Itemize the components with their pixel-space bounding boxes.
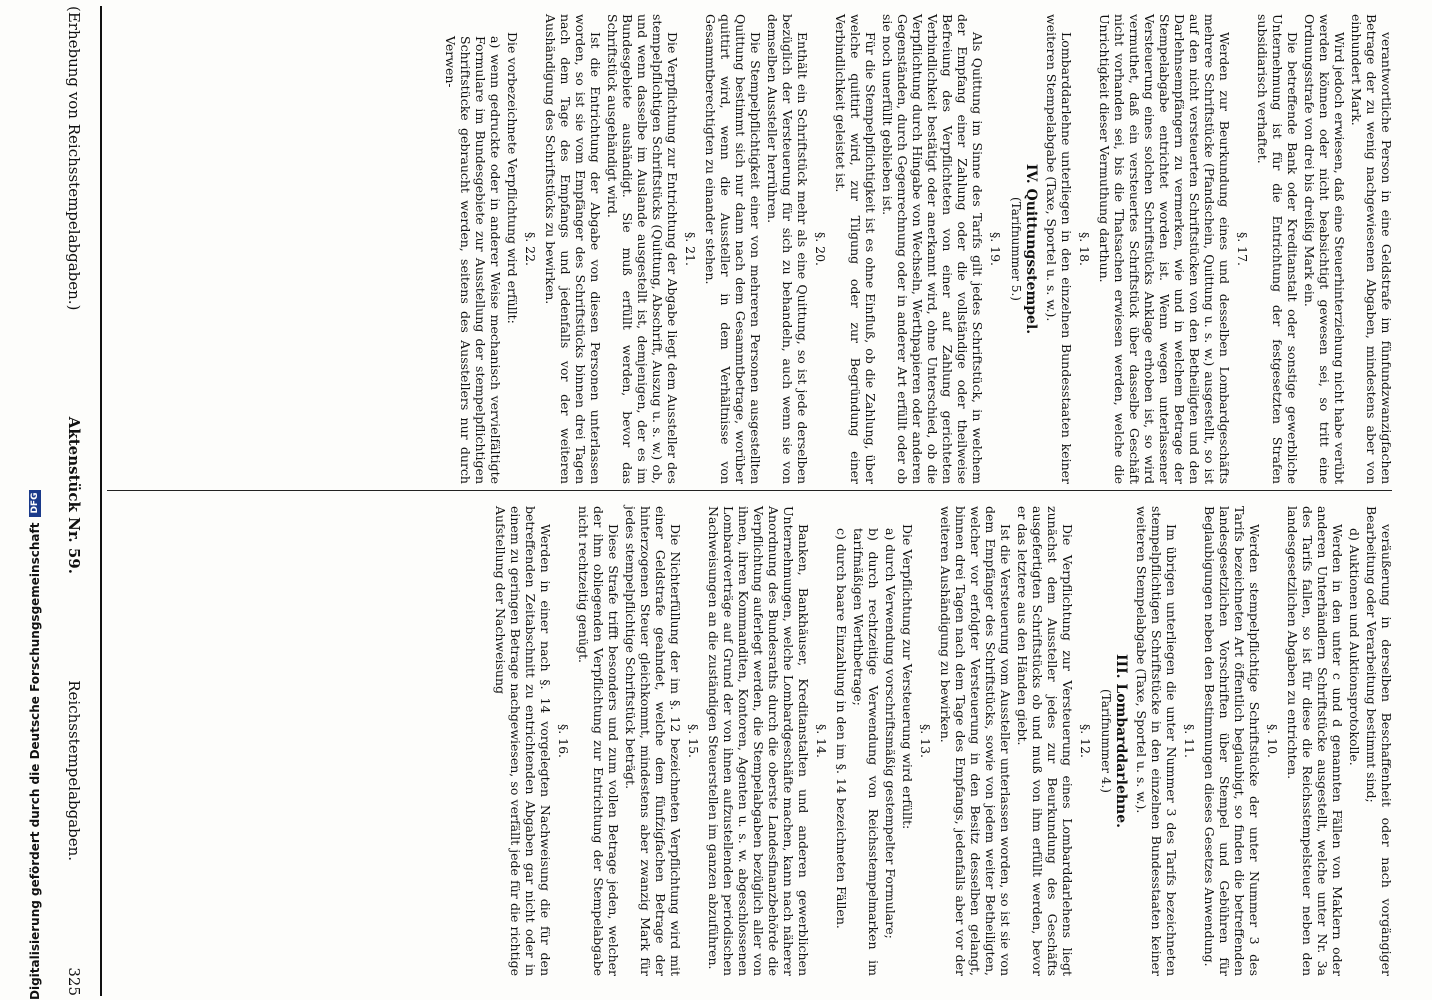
paragraph: Werden in den unter c und d genannten Fällen von Maklern oder anderen Unterhändlern Schriftstücke ausgestellt, welche unter Nr. 3a des Tarifs fallen, so ist für diese die Reichsstempelsteuer neben den landesgesetzlichen Abgaben zu entrichten.: [1285, 506, 1345, 976]
paragraph: Werden zur Beurkundung eines und desselben Lombardgeschäfts mehrere Schriftstücke (Pfandschein, Quittung u. s. w.) ausgestellt, so ist auf den nicht versteuerten Schriftstücken von den Betheiligten und den Darlehnsempfängern zu vermerken, wie und in welchem Betrage der Stempelabgabe entrichtet worden ist. Wenn wegen unterlassener Versteuerung eines solchen Schriftstücks Anklage erhoben ist, so wird vermuthet, daß ein versteuertes Schriftstück über dasselbe Geschäft nicht vorhanden sei, bis die Thatsachen erwiesen werden, welche die Unrichtigkeit dieser Vermuthung darthun.: [1097, 14, 1232, 484]
paragraph: Als Quittung im Sinne des Tarifs gilt jedes Schriftstück, in welchem der Empfang einer Zahlung oder die vollständige oder theilweise Befreiung des Verpflichteten von einer auf Zahlung gerichteten Verbindlichkeit bestätigt oder anerkannt wird, ohne Unterschied, ob die Verpflichtung durch Hingabe von Wechseln, Werthpapieren oder anderen Gegenständen, durch Gegenrechnung oder in anderer Art erfüllt oder ob sie noch unerfüllt geblieben ist.: [880, 14, 985, 484]
paragraph: Die Nichterfüllung der im §. 12 bezeichneten Verpflichtung wird mit einer Geldstrafe geahndet, welche dem fünfzigfachen Betrage der hinterzogenen Steuer gleichkommt, mindestens aber zwanzig Mark für jedes stempelpflichtige Schriftstück beträgt.: [623, 506, 683, 976]
digitization-credit: [4, 492, 42, 1000]
paragraph: d) Auktionen und Auktionsprotokolle.: [1347, 528, 1362, 766]
section-number: §. 10.: [1265, 723, 1280, 759]
section-number: §. 19.: [988, 231, 1003, 267]
section-number: §. 18.: [1077, 231, 1092, 267]
paragraph: Lombarddarlehne unterliegen in den einzelnen Bundesstaaten keiner weiteren Stempelabgabe (Taxe, Sportel u. s. w.).: [1044, 14, 1074, 484]
column-right: [109, 14, 1394, 484]
paragraph: Im übrigen unterliegen die unter Nummer 3 des Tarifs bezeichneten stempelpflichtigen Schriftstücke in den einzelnen Bundesstaaten keiner weiteren Stempelabgabe (Taxe, Sportel u. s. w.).: [1134, 506, 1179, 976]
header-center: Aktenstück Nr. 59.: [65, 416, 83, 574]
rotated-content: [30, 6, 1402, 996]
paragraph: Werden stempelpflichtige Schriftstücke der unter Nummer 3 des Tarifs bezeichneten Art öffentlich beglaubigt, so finden die betreffenden landesgesetzlichen Vorschriften über Stempel und Gebühren für Beglaubigungen neben den Bestimmungen dieses Gesetzes Anwendung.: [1202, 506, 1262, 976]
section-heading: IV. Quittungsstempel.: [1023, 163, 1039, 335]
paragraph: Diese Strafe trifft besonders und zum vollen Betrage jeden, welcher der ihm obliegenden Verpflichtung zur Entrichtung der Stempelabgabe nicht rechtzeitig genügt.: [576, 506, 621, 976]
section-number: §. 21.: [683, 231, 698, 267]
section-subheading: (Tarifnummer 4.): [1099, 689, 1113, 793]
paragraph: Die vorbezeichnete Verpflichtung wird erfüllt:: [505, 32, 520, 324]
paragraph: Die Verpflichtung zur Versteuerung wird erfüllt:: [900, 524, 915, 830]
paragraph: Die Stempelpflichtigkeit einer von mehreren Personen ausgestellten Quittung bestimmt sich nur dann nach dem Gesammtbetrage, worüber quittirt wird, wenn die Aussteller in dem Verhältnisse von Gesammtberechtigten zu einander stehen.: [703, 14, 763, 484]
paragraph: Die Verpflichtung zur Entrichtung der Abgabe liegt dem Aussteller des stempelpflichtigen Schriftstücks (Quittung, Abschrift, Auszug u. s. w.) ob, und wenn dasselbe im Auslande ausgestellt ist, demjenigen, der es im Bundesgebiete aushändigt. Sie muß erfüllt werden, bevor das Schriftstück ausgehändigt wird.: [605, 14, 680, 484]
section-subheading: (Tarifnummer 5.): [1009, 197, 1023, 301]
section-number: §. 14.: [814, 723, 829, 759]
paragraph: a) durch Verwendung vorschriftsmäßig gestempelter Formulare;: [883, 528, 898, 939]
paragraph: b) durch rechtzeitige Verwendung von Reichsstempelmarken im tarifmäßigen Werthbetrage;: [851, 528, 881, 976]
paragraph: Banken, Bankhäuser, Kreditanstalten und anderen gewerblichen Unternehmungen, welche Lombardgeschäfte machen, kann nach näherer Anordnung des Bundesraths durch die oberste Landesfinanzbehörde die Verpflichtung auferlegt werden, die Stempelabgaben bezüglich aller von ihnen, ihren Kommanditen, Kontoren, Agenten u. s. w. abgeschlossenen Lombardverträge auf Grund der von ihnen aufzustellenden periodischen Nachweisungen an die zuständigen Steuerstellen im ganzen abzuführen.: [706, 506, 811, 976]
paragraph: Werden in einer nach §. 14 vorgelegten Nachweisung die für den betreffenden Zeitabschnitt zu entrichtenden Abgaben gar nicht oder in einem zu geringen Betrage nachgewiesen, so verfällt jede für die richtige Aufstellung der Nachweisung: [493, 506, 553, 976]
paragraph: Wird jedoch erwiesen, daß eine Steuerhinterziehung nicht habe verübt werden können oder nicht beabsichtigt gewesen sei, so tritt eine Ordnungsstrafe von drei bis dreißig Mark ein.: [1302, 14, 1347, 484]
page-number: 325: [65, 967, 83, 996]
column-left: [109, 506, 1394, 976]
section-heading: III. Lombarddarlehne.: [1113, 653, 1129, 828]
paragraph: Ist die Entrichtung der Abgabe von diesen Personen unterlassen worden, so ist sie vom Empfänger des Schriftstücks binnen drei Tagen nach dem Tage des Empfangs und jedenfalls vor der weiteren Aushändigung des Schriftstücks zu bewirken.: [543, 14, 603, 484]
paragraph: a) wenn gedruckte oder in anderer Weise mechanisch vervielfältigte Formulare im Bundesgebiete zur Ausstellung der stempelpflichtigen Schriftstücke gebraucht werden, seitens des Ausstellers nur durch Verwen-: [443, 36, 503, 484]
column-divider: [107, 490, 1392, 491]
section-number: §. 11.: [1182, 723, 1197, 759]
dfg-logo: DFG: [29, 490, 41, 517]
paragraph: veräußerung in derselben Beschaffenheit oder nach vorgängiger Bearbeitung oder Verarbeitung bestimmt sind;: [1364, 506, 1394, 976]
paragraph: c) durch baare Einzahlung in den im §. 14 bezeichneten Fällen.: [834, 528, 849, 929]
document-page: [30, 6, 1402, 996]
paragraph: verantwortliche Person in eine Geldstrafe im fünfundzwanzigfachen Betrage der zu wenig nachgewiesenen Abgaben, mindestens aber von einhundert Mark.: [1349, 14, 1394, 484]
paragraph: Für die Stempelpflichtigkeit ist es ohne Einfluß, ob die Zahlung, über welche quittirt wird, zur Tilgung oder zur Begründung einer Verbindlichkeit geleistet ist.: [833, 14, 878, 484]
section-number: §. 16.: [556, 723, 571, 759]
header-rule: [100, 6, 102, 996]
paragraph: Enthält ein Schriftstück mehr als eine Quittung, so ist jede derselben bezüglich der Versteuerung für sich zu behandeln, auch wenn sie von demselben Aussteller herrühren.: [765, 14, 810, 484]
section-number: §. 17.: [1235, 231, 1250, 267]
header-right-note: (Erhebung von Reichsstempelabgaben.): [65, 6, 83, 311]
section-number: §. 20.: [813, 231, 828, 267]
section-number: §. 22.: [523, 231, 538, 267]
running-header: [54, 6, 94, 996]
credit-text: Digitalisierung gefördert durch die Deutsche Forschungsgemeinschaft: [28, 522, 42, 1000]
paragraph: Die Verpflichtung zur Versteuerung eines Lombarddarlehens liegt zunächst dem Aussteller jedes zur Beurkundung des Geschäfts ausgefertigten Schriftstücks ob und muß von ihm erfüllt werden, bevor er das letztere aus den Händen giebt.: [1015, 506, 1075, 976]
paragraph: Ist die Versteuerung vom Aussteller unterlassen worden, so ist sie von dem Empfänger des Schriftstücks, sowie von jedem weiter Betheiligten, welcher vor erfolgter Versteuerung in den Besitz desselben gelangt, binnen drei Tagen nach dem Tage des Empfangs, jedenfalls aber vor der weiteren Aushändigung zu bewirken.: [938, 506, 1013, 976]
section-number: §. 13.: [918, 723, 933, 759]
section-number: §. 12.: [1078, 723, 1093, 759]
paragraph: Die betreffende Bank oder Kreditanstalt oder sonstige gewerbliche Unternehmung ist für die Entrichtung der festgesetzten Strafen subsidiarisch verhaftet.: [1255, 14, 1300, 484]
header-left: Reichsstempelabgaben.: [65, 680, 83, 862]
section-number: §. 15.: [686, 723, 701, 759]
